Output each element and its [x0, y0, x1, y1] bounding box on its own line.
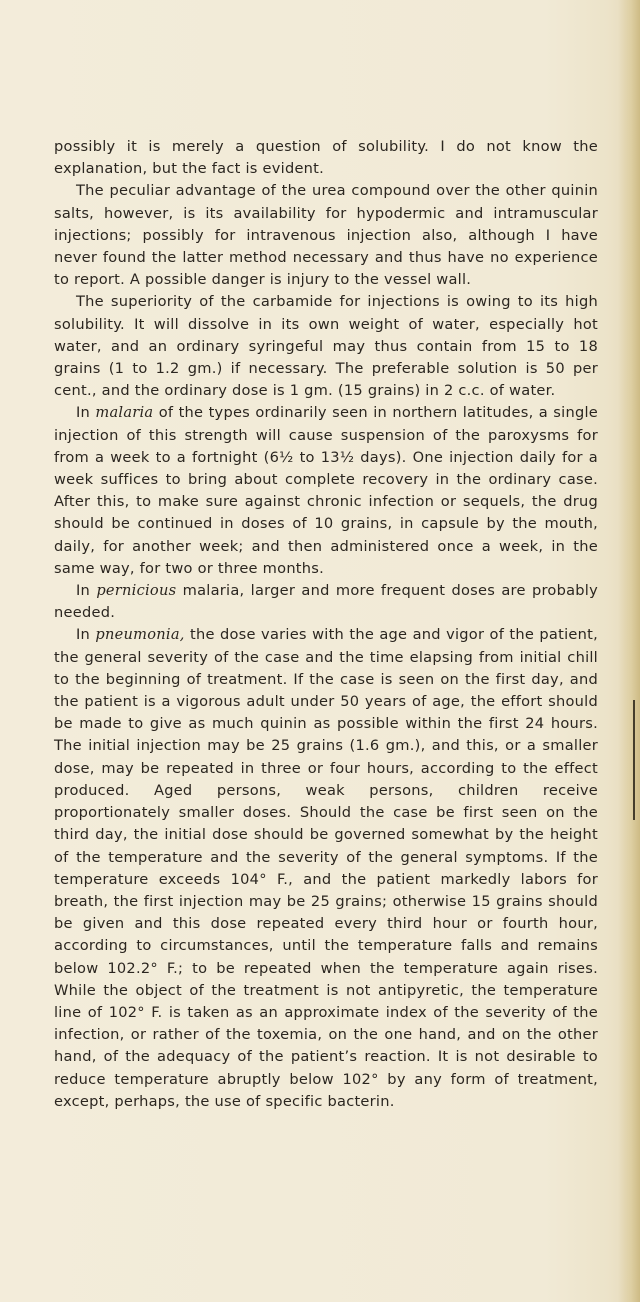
paragraph-text: malaria, larger and more frequent doses are probably needed. — [54, 582, 598, 622]
paragraph-text: The superiority of the carbamide for injections is owing to its high solubility. It will dissolve in its own weight of water, especially hot water, and an ordinary syringeful may thus contain from 15 to 18 grains (1 to 1.2 gm.) if necessary. The preferable solution is 50 per cent., and the ordinary dose is 1 gm. (15 grains) in 2 c.c. of water. — [54, 293, 598, 400]
italic-term-malaria: malaria — [95, 404, 154, 422]
paragraph-5 — [54, 580, 598, 624]
paragraph-6 — [54, 624, 598, 1112]
italic-term-pneumonia: pneumonia, — [95, 626, 185, 644]
paragraph-text: of the types ordinarily seen in northern latitudes, a single injection of this strength will cause suspension of the paroxysms for from a week to a fortnight (6½ to 13½ days). One injection daily for a week suffices to bring about complete recovery in the ordinary case. After this, to make sure against chronic infection or sequels, the drug should be continued in doses of 10 grains, in capsule by the mouth, daily, for another week; and then administered once a week, in the same way, for two or three months. — [54, 404, 598, 577]
paragraph-2 — [54, 180, 598, 291]
paragraph-text: possibly it is merely a question of solubility. I do not know the explanation, but the fact is evident. — [54, 138, 598, 178]
paragraph-text: In — [76, 626, 96, 644]
paragraph-4 — [54, 402, 598, 580]
paragraph-text: In — [76, 582, 97, 600]
paragraph-text: the dose varies with the age and vigor of the patient, the general severity of the case and the time elapsing from initial chill to the beginning of treatment. If the case is seen on the first day, and the patient is a vigorous adult under 50 years of age, the effort should be made to give as much quinin as possible within the first 24 hours. The initial injection may be 25 grains (1.6 gm.), and this, or a smaller dose, may be repeated in three or four hours, according to the effect produced. Aged persons, weak persons, children receive proportionately smaller doses. Should the case be first seen on the third day, the initial dose should be governed somewhat by the height of the temperature and the severity of the general symptoms. If the temperature exceeds 104° F., and the patient markedly labors for breath, the first injection may be 25 grains; otherwise 15 grains should be given and this dose repeated every third hour or fourth hour, according to circumstances, until the temperature falls and remains below 102.2° F.; to be repeated when the temperature again rises. While the object of the treatment is not antipyretic, the temperature line of 102° F. is taken as an approximate index of the severity of the infection, or rather of the toxemia, on the one hand, and on the other hand, of the adequacy of the patient’s reaction. It is not desirable to reduce temperature abruptly below 102° by any form of treatment, except, perhaps, the use of specific bacterin. — [54, 626, 598, 1110]
page-edge-shadow — [618, 0, 640, 1302]
paragraph-text: In — [76, 404, 96, 422]
italic-term-pernicious: pernicious — [96, 582, 177, 600]
body-text — [54, 136, 598, 1113]
paragraph-3 — [54, 291, 598, 402]
page-edge-mark — [633, 700, 635, 820]
paragraph-text: The peculiar advantage of the urea compound over the other quinin salts, however, is its availability for hypodermic and intramuscular injections; possibly for intravenous injection also, although I have never found the latter method necessary and thus have no experience to report. A possible danger is injury to the vessel wall. — [54, 182, 598, 289]
paragraph-1 — [54, 136, 598, 180]
